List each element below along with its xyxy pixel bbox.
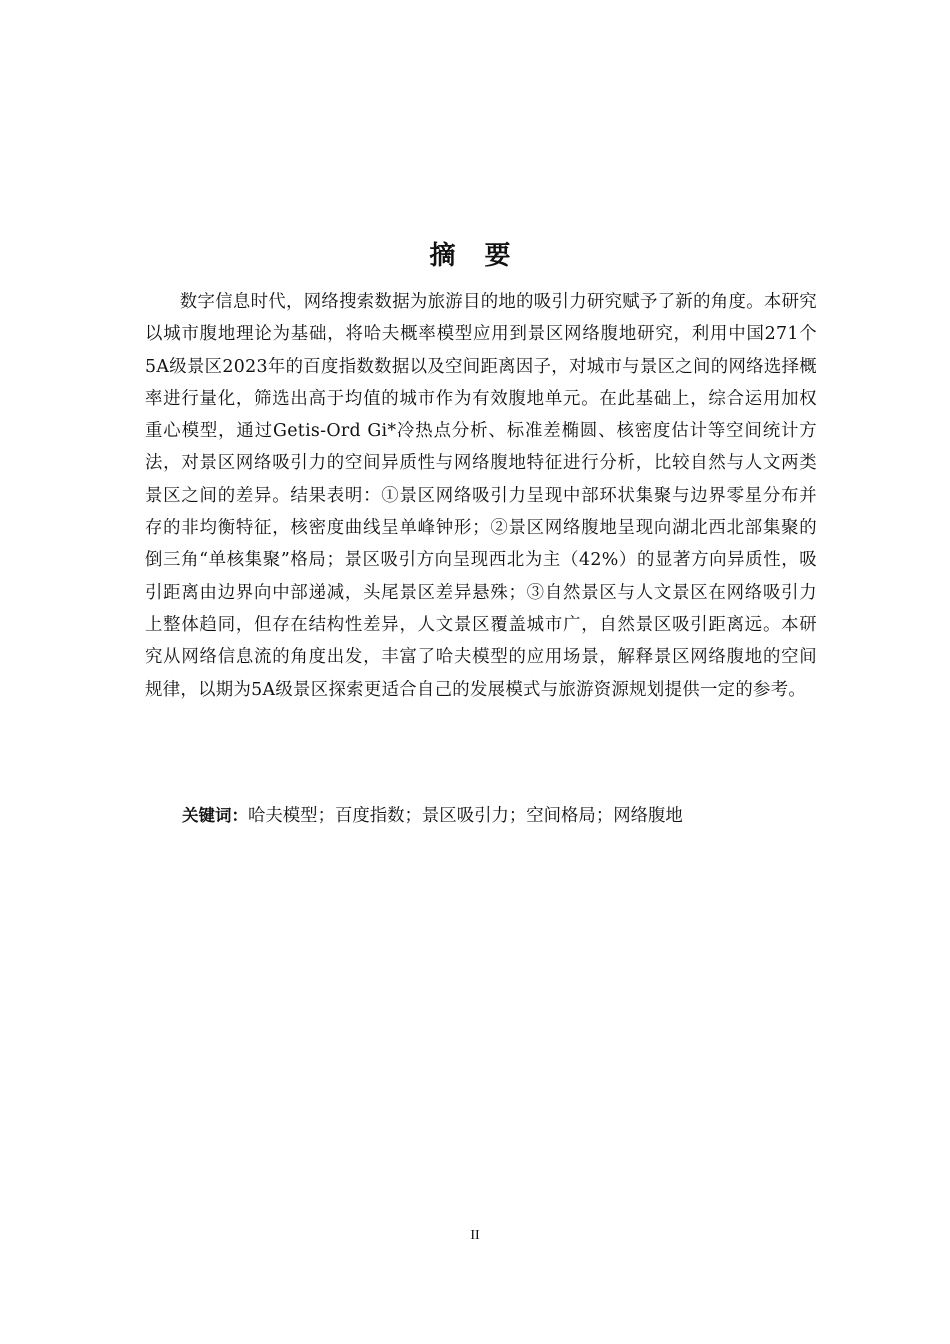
- keywords-label: 关键词：: [182, 806, 248, 825]
- keywords-terms: 哈夫模型；百度指数；景区吸引力；空间格局；网络腹地: [248, 806, 683, 826]
- keywords-line: [182, 800, 822, 832]
- abstract-paragraph: 数字信息时代，网络搜索数据为旅游目的地的吸引力研究赋予了新的角度。本研究以城市腹地理论为基础，将哈夫概率模型应用到景区网络腹地研究，利用中国271个5A级景区2023年的百度指数数据以及空间距离因子，对城市与景区之间的网络选择概率进行量化，筛选出高于均值的城市作为有效腹地单元。在此基础上，综合运用加权重心模型，通过Getis-Ord Gi*冷热点分析、标准差椭圆、核密度估计等空间统计方法，对景区网络吸引力的空间异质性与网络腹地特征进行分析，比较自然与人文两类景区之间的差异。结果表明：①景区网络吸引力呈现中部环状集聚与边界零星分布并存的非均衡特征，核密度曲线呈单峰钟形；②景区网络腹地呈现向湖北西北部集聚的倒三角“单核集聚”格局；景区吸引方向呈现西北为主（42%）的显著方向异质性，吸引距离由边界向中部递减，头尾景区差异悬殊；③自然景区与人文景区在网络吸引力上整体趋同，但存在结构性差异，人文景区覆盖城市广，自然景区吸引距离远。本研究从网络信息流的角度出发，丰富了哈夫模型的应用场景，解释景区网络腹地的空间规律，以期为5A级景区探索更适合自己的发展模式与旅游资源规划提供一定的参考。: [145, 292, 817, 700]
- page-number: II: [470, 1228, 480, 1243]
- abstract-title: 摘 要: [429, 241, 521, 271]
